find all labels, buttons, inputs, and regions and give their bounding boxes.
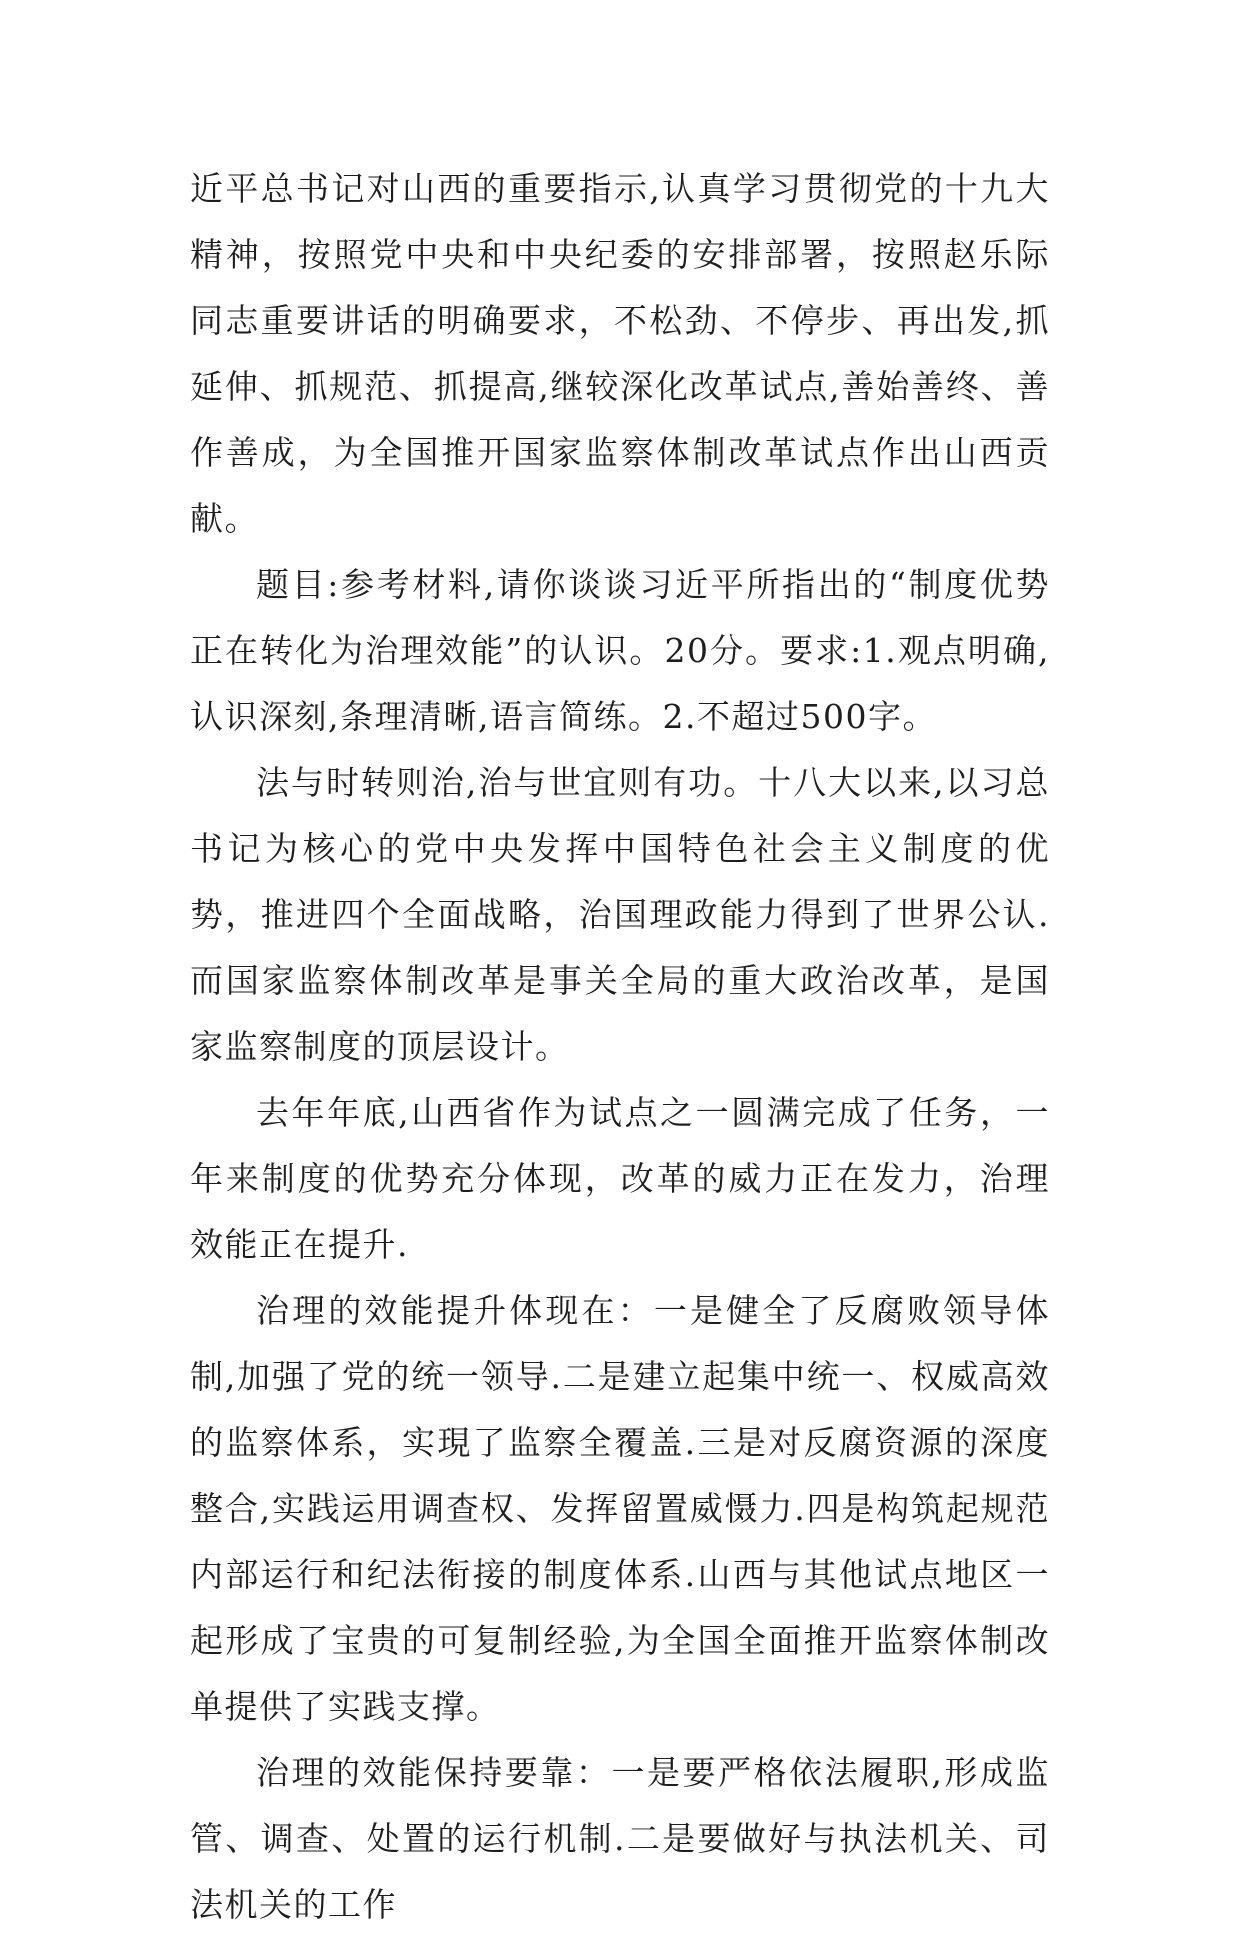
paragraph-3: 法与时转则治,治与世宜则有功。十八大以来,以习总书记为核心的党中央发挥中国特色社会主义制度的优势，推进四个全面战略，治国理政能力得到了世界公认.而国家监察体制改革是事关全局的重大政治改革，是国家监察制度的顶层设计。 [190,763,1050,1066]
document-body [190,156,1050,1938]
paragraph-5: 治理的效能提升体现在：一是健全了反腐败领导体制,加强了党的统一领导.二是建立起集中统一、权威高效的监察体系，实現了监察全覆盖.三是对反腐资源的深度整合,实践运用调查权、发挥留置威慑力.四是构筑起规范内部运行和纪法衔接的制度体系.山西与其他试点地区一起形成了宝贵的可复制经验,为全国全面推开监察体制改单提供了实践支撑。 [190,1291,1050,1726]
paragraph-6: 治理的效能保持要靠：一是要严格依法履职,形成监管、调查、处置的运行机制.二是要做好与执法机关、司法机关的工作 [190,1753,1050,1924]
paragraph-4: 去年年底,山西省作为试点之一圆满完成了任务，一年来制度的优势充分体现，改革的威力正在发力，治理效能正在提升. [190,1093,1050,1264]
paragraph-1: 近平总书记对山西的重要指示,认真学习贯彻党的十九大精神，按照党中央和中央纪委的安排部署，按照赵乐际同志重要讲话的明确要求，不松劲、不停步、再出发,抓延伸、抓规范、抓提高,继较深化改革试点,善始善终、善作善成，为全国推开国家监察体制改革试点作出山西贡献。 [190,169,1050,538]
paragraph-2-question: 题目:参考材料,请你谈谈习近平所指出的“制度优势正在转化为治理效能”的认识。20分。要求:1.观点明确,认识深刻,条理清晰,语言简练。2.不超过500字。 [190,565,1050,736]
